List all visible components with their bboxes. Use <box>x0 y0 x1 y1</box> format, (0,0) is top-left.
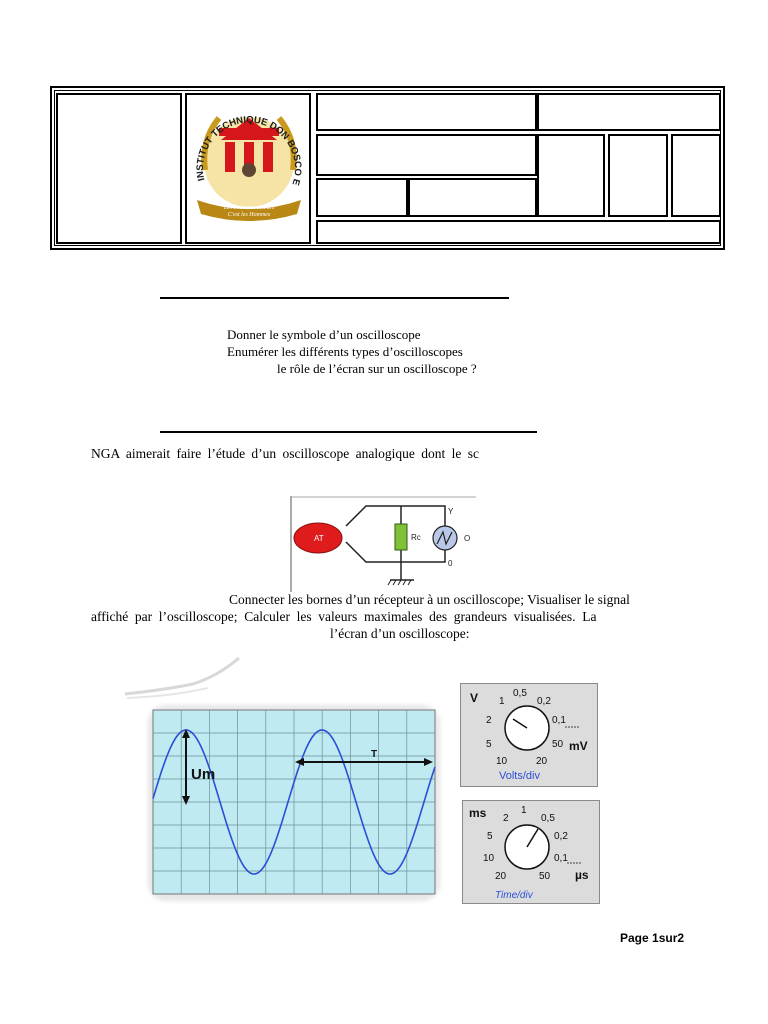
volts-scale-0-2: 0,2 <box>537 696 551 707</box>
volts-div-dial <box>460 683 598 787</box>
header-cell-r4 <box>316 220 721 244</box>
objective-3: le rôle de l’écran sur un oscilloscope ? <box>277 361 477 376</box>
time-scale-10: 10 <box>483 853 495 864</box>
objective-2: Enumérer les différents types d’oscilloscopes <box>227 344 463 359</box>
time-left-unit: ms <box>469 806 487 820</box>
time-scale-0-5: 0,5 <box>541 813 555 824</box>
volts-scale-5: 5 <box>486 739 492 750</box>
time-scale-1: 1 <box>521 805 527 816</box>
time-scale-0-1: 0,1 <box>554 853 568 864</box>
volts-scale-0-5: 0,5 <box>513 688 527 699</box>
header-cell-r23d <box>671 134 721 217</box>
zero-label: 0 <box>448 559 453 568</box>
header-cell-r2a <box>316 134 537 176</box>
time-scale-2: 2 <box>503 813 509 824</box>
time-right-unit: µs <box>575 868 589 882</box>
volts-scale-20: 20 <box>536 756 548 767</box>
objectives-rule <box>160 297 509 299</box>
instructions-line-3: l’écran d’un oscilloscope: <box>330 626 470 641</box>
volts-scale-2: 2 <box>486 715 492 726</box>
volts-caption: Volts/div <box>499 770 540 782</box>
o-label: O <box>464 534 471 543</box>
time-scale-50: 50 <box>539 871 551 882</box>
volts-scale-50: 50 <box>552 739 564 750</box>
source-label: AT <box>314 534 324 543</box>
header-cell-r3b <box>408 178 537 217</box>
circuit-diagram <box>290 496 476 592</box>
resistor-label: Rc <box>411 533 421 542</box>
objective-1: Donner le symbole d’un oscilloscope <box>227 327 421 342</box>
volts-right-unit: mV <box>569 739 588 753</box>
header-cell-r1a <box>316 93 537 131</box>
header-cell-r1b <box>537 93 721 131</box>
y-label: Y <box>448 507 454 516</box>
um-label: Um <box>191 766 216 783</box>
header-cell-r23b <box>537 134 605 217</box>
page-number: Page 1sur2 <box>620 931 685 945</box>
situation-rule <box>160 431 537 433</box>
volts-scale-0-1: 0,1 <box>552 715 566 726</box>
volts-scale-1: 1 <box>499 696 505 707</box>
logo-arc-text: INSTITUT TECHNIQUE DON BOSCO E <box>194 114 304 187</box>
time-scale-0-2: 0,2 <box>554 831 568 842</box>
oscilloscope-screen <box>145 702 443 904</box>
resistor-icon <box>395 524 407 550</box>
volts-scale-10: 10 <box>496 756 508 767</box>
logo-motto-2: C'est les Hommes <box>227 212 271 218</box>
instructions-line-1: Connecter les bornes d’un récepteur à un oscilloscope; Visualiser le signal <box>229 592 630 607</box>
header-cell-left <box>56 93 182 244</box>
school-logo <box>191 100 307 222</box>
faint-scribble <box>123 654 243 702</box>
time-div-dial <box>462 800 600 904</box>
instructions-line-2: affiché par l’oscilloscope; Calculer les valeurs maximales des grandeurs visualisées. La <box>91 609 597 624</box>
header-cell-r3a <box>316 178 408 217</box>
situation-text: NGA aimerait faire l’étude d’un oscilloscope analogique dont le sc <box>91 446 480 461</box>
t-label: T <box>371 749 378 760</box>
header-cell-r23c <box>608 134 668 217</box>
logo-emblem-icon <box>191 100 307 222</box>
volts-left-unit: V <box>470 691 479 705</box>
time-scale-20: 20 <box>495 871 507 882</box>
logo-motto-1: Les Premiers acteurs <box>223 205 275 211</box>
time-scale-5: 5 <box>487 831 493 842</box>
time-caption: Time/div <box>495 890 533 901</box>
